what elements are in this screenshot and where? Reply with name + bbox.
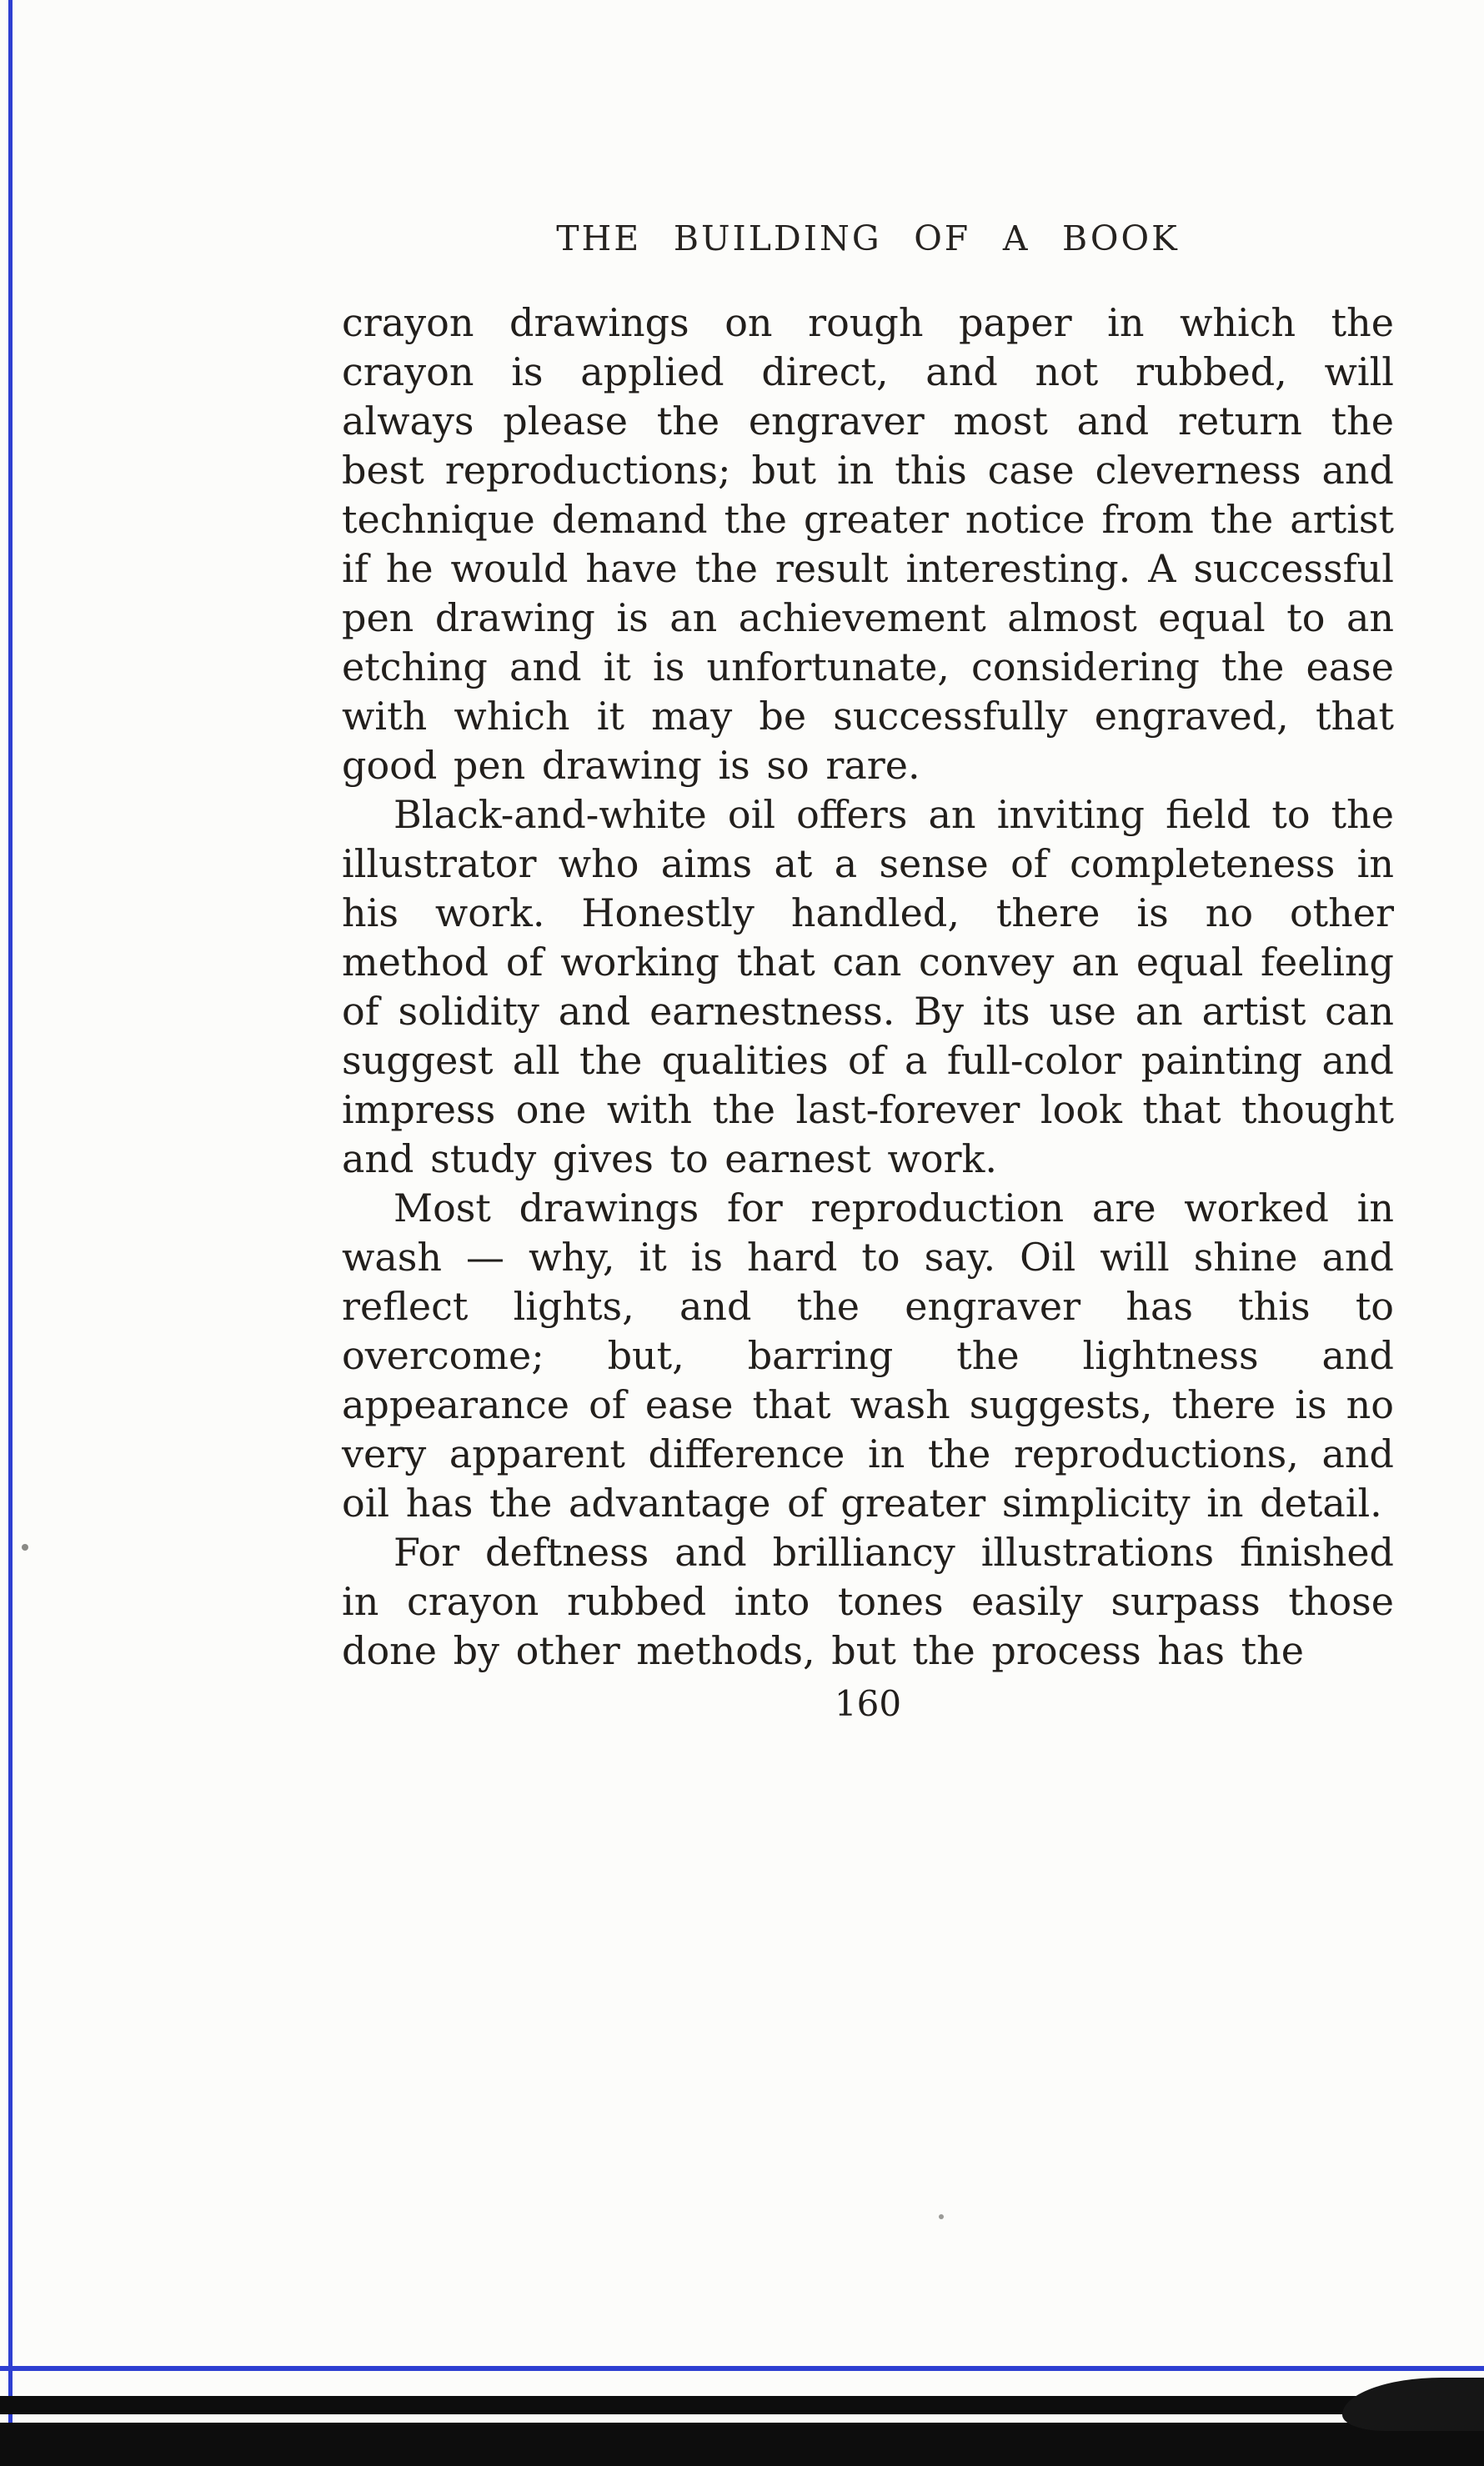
scan-speck xyxy=(22,1544,28,1551)
paragraph: Black-and-white oil offers an inviting field to the illustrator who aims at a sense of completeness in his work. Honestly handled, there is no other method of working that can convey an equal feeling of solidity and earnestness. By its use an artist can suggest all the qualities of a full-color painting and impress one with the last-forever look that thought and study gives to earnest work. xyxy=(342,792,1394,1181)
scan-bottom-band xyxy=(0,2396,1484,2414)
scan-speck xyxy=(939,2214,944,2219)
page-number: 160 xyxy=(834,1683,902,1724)
paragraph: Most drawings for reproduction are worked in wash — why, it is hard to say. Oil will shine and reflect lights, and the engraver has this to overcome; but, barring the lightness and appearance of ease that wash suggests, there is no very apparent difference in the reproductions, and oil has the advantage of greater simplicity in detail. xyxy=(342,1185,1394,1526)
scan-edge-line-bottom xyxy=(0,2366,1484,2371)
scan-corner-shadow xyxy=(1342,2378,1484,2431)
paragraph: For deftness and brilliancy illustrations finished in crayon rubbed into tones easily surpass those done by other methods, but the process has the xyxy=(342,1530,1394,1673)
page-body xyxy=(342,298,1394,1728)
scan-bottom-band xyxy=(0,2423,1484,2466)
paragraph: crayon drawings on rough paper in which the crayon is applied direct, and not rubbed, will always please the engraver most and return the best reproductions; but in this case cleverness and technique demand the greater notice from the artist if he would have the result interesting. A successful pen drawing is an achievement almost equal to an etching and it is unfortunate, considering the ease with which it may be successfully engraved, that good pen drawing is so rare. xyxy=(342,300,1394,788)
scan-edge-line-left xyxy=(8,0,13,2466)
running-header: THE BUILDING OF A BOOK xyxy=(556,218,1180,258)
